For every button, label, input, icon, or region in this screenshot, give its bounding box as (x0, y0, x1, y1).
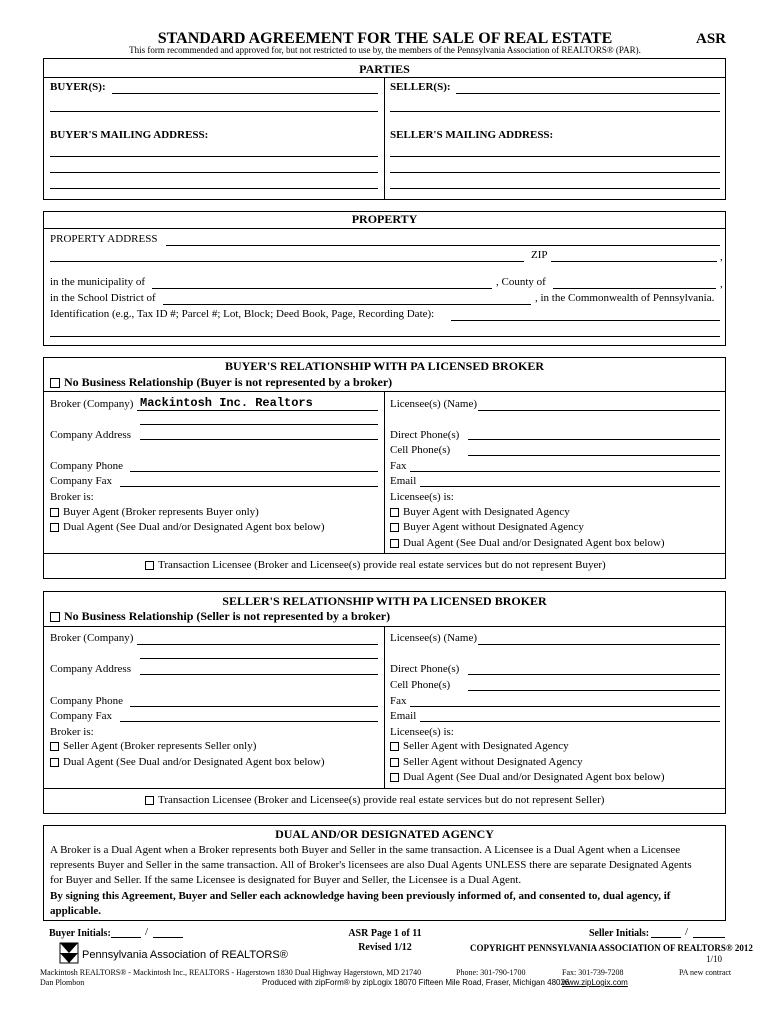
website-link[interactable]: www.zipLogix.com (562, 978, 628, 987)
buyers-field[interactable] (112, 93, 378, 94)
dual-p1-line1: A Broker is a Dual Agent when a Broker represents both Buyer and Seller in the same transaction. A Licensee is a Dual Agent when a Licensee (50, 844, 681, 856)
seller-licensees-label: Licensee(s) (Name) (390, 632, 478, 644)
buyer-transaction-label: Transaction Licensee (Broker and Licensee(s) provide real estate services but do not represent Buyer) (158, 559, 606, 571)
seller-address-label: SELLER'S MAILING ADDRESS: (390, 129, 554, 141)
buyer-broker-heading: BUYER'S RELATIONSHIP WITH PA LICENSED BROKER (224, 359, 545, 373)
buyer-company-address-field-2[interactable] (140, 439, 378, 440)
buyers-field-2[interactable] (50, 111, 378, 112)
buyer-dual-agent-label: Dual Agent (See Dual and/or Designated Agent box below) (63, 521, 325, 533)
buyer-lic-designated-label: Buyer Agent with Designated Agency (403, 506, 570, 518)
buyer-initials-field-2[interactable] (153, 937, 183, 938)
office-phone: Phone: 301-790-1700 (456, 968, 526, 977)
seller-direct-phone-field[interactable] (468, 674, 720, 675)
buyer-address-line-1[interactable] (50, 156, 378, 157)
buyer-agent-checkbox[interactable] (50, 508, 59, 517)
sellers-field-2[interactable] (390, 111, 720, 112)
seller-company-address-field-2[interactable] (140, 674, 378, 675)
seller-direct-phone-label: Direct Phone(s) (390, 663, 460, 675)
produced-with: Produced with zipForm® by zipLogix 18070 Fifteen Mile Road, Fraser, Michigan 48026 (262, 978, 570, 987)
buyer-no-business-checkbox[interactable] (50, 378, 60, 388)
buyer-fax-label: Fax (390, 460, 407, 472)
form-version: 1/10 (706, 954, 723, 964)
buyer-initials-field-1[interactable] (111, 937, 141, 938)
buyer-licensees-field[interactable] (478, 410, 720, 411)
buyer-lic-dual-checkbox[interactable] (390, 539, 399, 548)
identification-field[interactable] (451, 320, 720, 321)
buyer-lic-without-designated-checkbox[interactable] (390, 523, 399, 532)
seller-broker-company-label: Broker (Company) (50, 632, 134, 644)
seller-no-business-label: No Business Relationship (Seller is not represented by a broker) (64, 609, 391, 623)
buyer-initials-label: Buyer Initials: (49, 928, 111, 939)
county-field[interactable] (553, 288, 716, 289)
seller-initials-field-1[interactable] (651, 937, 681, 938)
school-district-label: in the School District of (50, 292, 156, 304)
buyer-address-label: BUYER'S MAILING ADDRESS: (50, 129, 209, 141)
identification-field-2[interactable] (50, 336, 720, 337)
form-name: PA new contract (679, 968, 732, 977)
seller-cell-phone-label: Cell Phone(s) (390, 679, 451, 691)
seller-lic-without-designated-checkbox[interactable] (390, 758, 399, 767)
buyer-licensees-label: Licensee(s) (Name) (390, 398, 478, 410)
seller-lic-dual-checkbox[interactable] (390, 773, 399, 782)
seller-company-fax-label: Company Fax (50, 710, 113, 722)
buyer-fax-field[interactable] (410, 471, 720, 472)
seller-fax-label: Fax (390, 695, 407, 707)
form-title: STANDARD AGREEMENT FOR THE SALE OF REAL ESTATE (157, 30, 613, 47)
logo-text: Pennsylvania Association of REALTORS® (82, 949, 288, 961)
buyer-company-fax-label: Company Fax (50, 475, 113, 487)
seller-company-fax-field[interactable] (120, 721, 378, 722)
seller-address-line-3[interactable] (390, 188, 720, 189)
buyer-dual-agent-checkbox[interactable] (50, 523, 59, 532)
buyer-broker-is-label: Broker is: (50, 491, 94, 503)
seller-cell-phone-field[interactable] (468, 690, 720, 691)
buyer-company-phone-field[interactable] (130, 471, 378, 472)
sellers-label: SELLER(S): (390, 81, 451, 93)
seller-company-address-label: Company Address (50, 663, 131, 675)
property-address-label: PROPERTY ADDRESS (50, 233, 158, 245)
dual-p1-line3: for Buyer and Seller. If the same Licensee is designated for Buyer and Seller, the Licensee is a Dual Agent. (50, 874, 522, 886)
municipality-field[interactable] (152, 288, 492, 289)
property-address-field[interactable] (166, 245, 720, 246)
seller-agent-checkbox[interactable] (50, 742, 59, 751)
parties-heading: PARTIES (359, 62, 410, 76)
office-fax: Fax: 301-739-7208 (562, 968, 624, 977)
seller-dual-agent-checkbox[interactable] (50, 758, 59, 767)
buyer-company-fax-field[interactable] (120, 486, 378, 487)
par-logo-icon (58, 941, 80, 965)
seller-address-line-1[interactable] (390, 156, 720, 157)
buyer-cell-phone-field[interactable] (468, 455, 720, 456)
buyer-direct-phone-field[interactable] (468, 439, 720, 440)
seller-initials-field-2[interactable] (693, 937, 725, 938)
buyer-licensee-is-label: Licensee(s) is: (390, 491, 454, 503)
buyer-lic-dual-label: Dual Agent (See Dual and/or Designated Agent box below) (403, 537, 665, 549)
property-address-field-2[interactable] (50, 261, 524, 262)
buyer-address-line-2[interactable] (50, 172, 378, 173)
seller-no-business-checkbox[interactable] (50, 612, 60, 622)
property-heading: PROPERTY (351, 212, 418, 226)
seller-initials-slash: / (685, 926, 689, 938)
buyers-label: BUYER(S): (50, 81, 106, 93)
buyer-email-label: Email (390, 475, 417, 487)
zip-comma: , (720, 251, 723, 263)
seller-transaction-label: Transaction Licensee (Broker and Licensee(s) provide real estate services but do not represent Seller) (158, 794, 605, 806)
buyer-company-address-field[interactable] (140, 424, 378, 425)
seller-broker-company-field[interactable] (137, 644, 378, 645)
buyer-cell-phone-label: Cell Phone(s) (390, 444, 451, 456)
seller-company-phone-label: Company Phone (50, 695, 124, 707)
property-section (43, 211, 726, 346)
seller-broker-is-label: Broker is: (50, 726, 94, 738)
seller-company-phone-field[interactable] (130, 706, 378, 707)
dual-p2-line2: applicable. (50, 905, 102, 917)
seller-lic-dual-label: Dual Agent (See Dual and/or Designated Agent box below) (403, 771, 665, 783)
buyer-no-business-label: No Business Relationship (Buyer is not represented by a broker) (64, 375, 393, 389)
dual-p2-line1: By signing this Agreement, Buyer and Seller each acknowledge having been previously informed of, and consented to, dual agency, if (50, 890, 671, 902)
buyer-transaction-checkbox[interactable] (145, 561, 154, 570)
buyer-initials-slash: / (145, 926, 149, 938)
dual-p1-line2: represents Buyer and Seller in the same transaction. All of Broker's licensees are also Dual Agents UNLESS there are separate Designated Agents (50, 859, 692, 871)
seller-broker-heading: SELLER'S RELATIONSHIP WITH PA LICENSED BROKER (222, 594, 547, 608)
seller-initials-label: Seller Initials: (589, 928, 650, 939)
seller-email-label: Email (390, 710, 417, 722)
dual-agency-heading: DUAL AND/OR DESIGNATED AGENCY (275, 827, 494, 841)
seller-transaction-checkbox[interactable] (145, 796, 154, 805)
school-district-field[interactable] (163, 304, 531, 305)
county-comma: , (720, 278, 723, 290)
buyer-direct-phone-label: Direct Phone(s) (390, 429, 460, 441)
buyer-agent-label: Buyer Agent (Broker represents Buyer only) (63, 506, 259, 518)
copyright: COPYRIGHT PENNSYLVANIA ASSOCIATION OF REALTORS® 2012 (470, 943, 753, 953)
buyer-broker-company-value[interactable]: Mackintosh Inc. Realtors (140, 396, 313, 410)
seller-lic-designated-label: Seller Agent with Designated Agency (403, 740, 569, 752)
seller-lic-designated-checkbox[interactable] (390, 742, 399, 751)
seller-licensee-is-label: Licensee(s) is: (390, 726, 454, 738)
seller-licensees-field[interactable] (478, 644, 720, 645)
seller-agent-label: Seller Agent (Broker represents Seller only) (63, 740, 257, 752)
seller-fax-field[interactable] (410, 706, 720, 707)
page-number: ASR Page 1 of 11 (348, 928, 422, 939)
zip-field[interactable] (551, 261, 717, 262)
seller-dual-agent-label: Dual Agent (See Dual and/or Designated Agent box below) (63, 756, 325, 768)
sellers-field[interactable] (456, 93, 720, 94)
municipality-label: in the municipality of (50, 276, 146, 288)
seller-address-line-2[interactable] (390, 172, 720, 173)
buyer-company-phone-label: Company Phone (50, 460, 124, 472)
buyer-lic-without-designated-label: Buyer Agent without Designated Agency (403, 521, 584, 533)
form-code: ASR (696, 31, 727, 47)
commonwealth-label: , in the Commonwealth of Pennsylvania. (535, 292, 715, 304)
office-info: Mackintosh REALTORS® - Mackintosh Inc., REALTORS - Hagerstown 1830 Dual Highway Hagerstown, MD 21740 (40, 968, 422, 977)
county-label: , County of (496, 276, 546, 288)
seller-lic-without-designated-label: Seller Agent without Designated Agency (403, 756, 583, 768)
buyer-lic-designated-checkbox[interactable] (390, 508, 399, 517)
buyer-address-line-3[interactable] (50, 188, 378, 189)
seller-company-address-field[interactable] (140, 658, 378, 659)
identification-label: Identification (e.g., Tax ID #; Parcel #; Lot, Block; Deed Book, Page, Recording Date): (50, 308, 435, 320)
revised-date: Revised 1/12 (358, 942, 412, 953)
buyer-broker-company-label: Broker (Company) (50, 398, 134, 410)
seller-email-field[interactable] (420, 721, 720, 722)
form-subtitle: This form recommended and approved for, but not restricted to use by, the members of the Pennsylvania Association of REALTORS® (PAR). (129, 45, 641, 55)
buyer-email-field[interactable] (420, 486, 720, 487)
zip-label: ZIP (531, 249, 548, 261)
buyer-company-address-label: Company Address (50, 429, 131, 441)
agent-name: Dan Plombon (40, 978, 85, 987)
